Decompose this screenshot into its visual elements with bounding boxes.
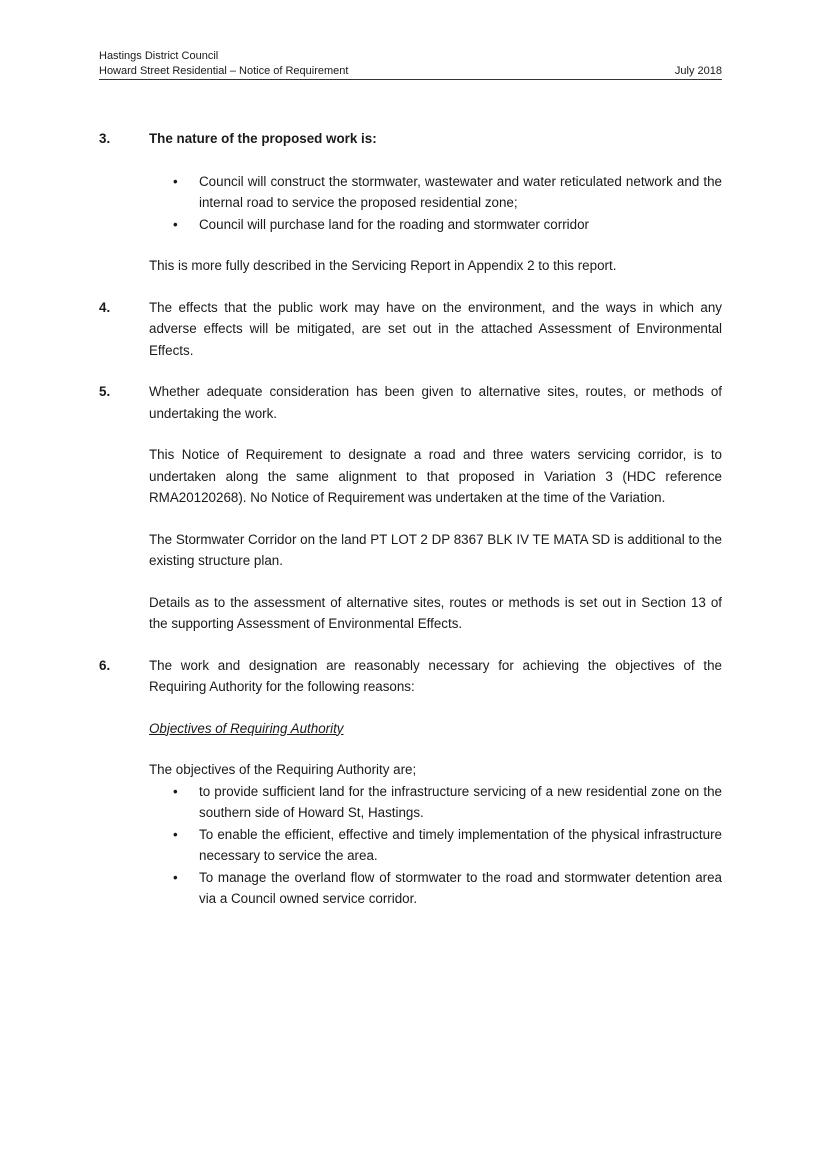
paragraph: The Stormwater Corridor on the land PT LOT 2 DP 8367 BLK IV TE MATA SD is additional to the existing structure plan. xyxy=(149,531,722,568)
section-number: 3. xyxy=(99,131,111,146)
document-body xyxy=(99,128,722,930)
header-document-title: Howard Street Residential – Notice of Requirement xyxy=(99,65,349,77)
header-organisation: Hastings District Council xyxy=(99,50,219,62)
bullet-item: • To enable the efficient, effective and timely implementation of the physical infrastructure necessary to service the area. xyxy=(149,824,722,867)
page-header xyxy=(99,49,722,80)
bullet-item: • To manage the overland flow of stormwater to the road and stormwater detention area via a Council owned service corridor. xyxy=(149,867,722,910)
paragraph: Whether adequate consideration has been given to alternative sites, routes, or methods of undertaking the work. xyxy=(149,384,722,421)
section-content xyxy=(149,297,722,362)
section-number: 6. xyxy=(99,657,111,673)
bullet-list xyxy=(149,171,722,236)
header-title-row xyxy=(99,64,722,80)
bullet-list xyxy=(149,781,722,910)
section-content xyxy=(149,655,722,910)
header-date: July 2018 xyxy=(674,65,722,77)
section-4 xyxy=(99,297,722,362)
paragraph: The effects that the public work may have on the environment, and the ways in which any adverse effects will be mitigated, are set out in the attached Assessment of Environmental Effects. xyxy=(149,299,722,358)
paragraph: The objectives of the Requiring Authority are; xyxy=(149,762,417,777)
bullet-item: • Council will purchase land for the roading and stormwater corridor xyxy=(149,214,722,236)
section-content xyxy=(149,128,722,277)
section-number: 5. xyxy=(99,384,111,399)
section-6 xyxy=(99,655,722,910)
section-3 xyxy=(99,128,722,277)
bullet-item: • Council will construct the stormwater, wastewater and water reticulated network and the internal road to service the proposed residential zone; xyxy=(149,171,722,214)
paragraph: The work and designation are reasonably necessary for achieving the objectives of the Requiring Authority for the following reasons: xyxy=(149,657,722,694)
section-content xyxy=(149,381,722,635)
paragraph: This is more fully described in the Servicing Report in Appendix 2 to this report. xyxy=(149,258,617,273)
bullet-item: • to provide sufficient land for the infrastructure servicing of a new residential zone on the southern side of Howard St, Hastings. xyxy=(149,781,722,824)
section-heading: The nature of the proposed work is: xyxy=(149,131,377,146)
section-5 xyxy=(99,381,722,635)
paragraph: Details as to the assessment of alternative sites, routes or methods is set out in Section 13 of the supporting Assessment of Environmental Effects. xyxy=(149,594,722,631)
section-number: 4. xyxy=(99,299,111,315)
paragraph: This Notice of Requirement to designate a road and three waters servicing corridor, is to undertaken along the same alignment to that proposed in Variation 3 (HDC reference RMA20120268). No Notice of Requirement was undertaken at the time of the Variation. xyxy=(149,447,722,505)
subheading: Objectives of Requiring Authority xyxy=(149,720,344,736)
